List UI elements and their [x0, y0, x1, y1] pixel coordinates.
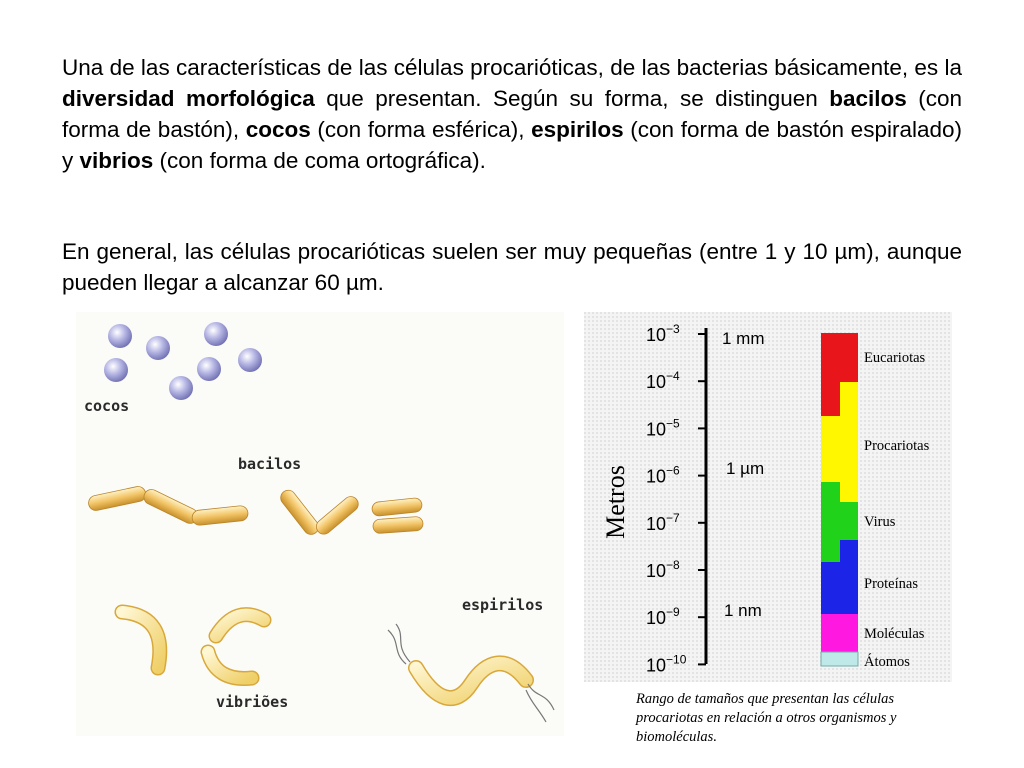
tick-label: $10^{-10}$ [646, 652, 687, 676]
range-bar-moleculas [821, 614, 858, 652]
unit-mark-um: 1 µm [726, 459, 765, 478]
text-segment: (con forma de bastón espiralado) y [62, 117, 962, 173]
bacilos-label: bacilos [238, 455, 302, 473]
tick-label: $10^{-8}$ [646, 558, 680, 581]
bold-term: espirilos [531, 117, 624, 142]
bold-term: bacilos [829, 86, 907, 111]
label-atomos: Átomos [864, 654, 910, 670]
cocos-label: cocos [84, 397, 130, 415]
label-procariotas: Procariotas [864, 438, 930, 454]
label-moleculas: Moléculas [864, 626, 925, 642]
coccus-cell [204, 322, 228, 346]
coccus-cell [104, 358, 128, 382]
tick-label: $10^{-6}$ [646, 463, 680, 487]
text-segment: (con forma esférica), [310, 117, 532, 142]
range-bar-procariotas-ext [840, 482, 858, 502]
tick-label: $10^{-4}$ [646, 369, 680, 393]
range-bar-virus-ext [840, 502, 858, 540]
unit-mark-mm: 1 mm [722, 329, 765, 348]
size-paragraph: En general, las células procarióticas suelen ser muy pequeñas (entre 1 y 10 µm), aunque pueden llegar a alcanzar 60 µm. [62, 239, 962, 295]
tick-label: $10^{-5}$ [646, 416, 680, 440]
espirilos-label: espirilos [462, 596, 544, 614]
text-segment: Una de las características de las células procarióticas, de las bacterias básicamente, es la [62, 55, 962, 80]
label-virus: Virus [864, 514, 896, 530]
range-bar-proteinas-ext [840, 540, 858, 562]
bold-term: vibrios [79, 148, 154, 173]
size-scale-figure [584, 312, 952, 682]
bacteria-morphology-figure [76, 312, 564, 736]
size-range-bars [821, 333, 858, 666]
tick-label: $10^{-9}$ [646, 605, 680, 629]
intro-paragraph [62, 52, 962, 176]
label-proteinas: Proteínas [864, 576, 918, 592]
text-segment: (con forma de bastón), [62, 86, 962, 142]
text-segment: (con forma de coma ortográfica). [153, 148, 486, 173]
text-segment: que presentan. Según su forma, se distinguen [314, 86, 830, 111]
figure-caption: Rango de tamaños que presentan las células procariotas en relación a otros organismos y biomoléculas. [636, 691, 897, 745]
range-bar-atomos [821, 652, 858, 666]
range-bar-virus [821, 482, 840, 562]
label-eucariotas: Eucariotas [864, 350, 926, 366]
range-bar-procariotas-ext [840, 382, 858, 416]
tick-label: $10^{-7}$ [646, 510, 680, 534]
coccus-cell [146, 336, 170, 360]
range-bar-proteinas [821, 562, 858, 614]
coccus-cell [169, 376, 193, 400]
tick-label: $10^{-3}$ [646, 322, 680, 345]
bold-term: diversidad morfológica [62, 86, 315, 111]
unit-mark-nm: 1 nm [724, 601, 762, 620]
vibrios-label: vibriões [216, 693, 289, 711]
coccus-cell [238, 348, 262, 372]
axis-title: Metros [601, 465, 630, 539]
range-bar-procariotas [821, 416, 858, 482]
bold-term: cocos [245, 117, 311, 142]
coccus-cell [197, 357, 221, 381]
coccus-cell [108, 324, 132, 348]
bacillus-cell [373, 516, 424, 533]
